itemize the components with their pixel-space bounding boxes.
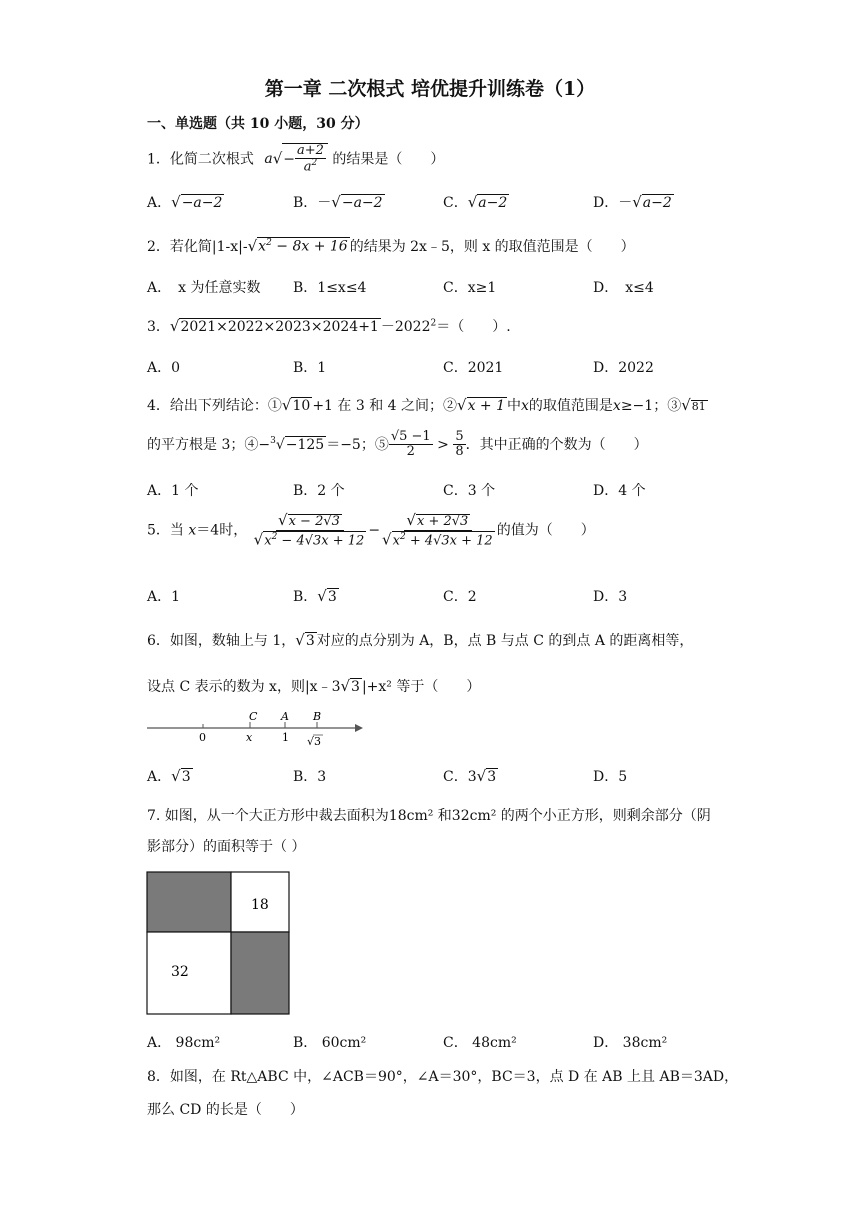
q7-option-a[interactable]: A． 98cm² [147,1035,221,1051]
point-b-label: B [313,710,322,723]
q6-option-b[interactable]: B．3 [293,769,327,785]
q1-option-b[interactable]: B．－√−a−2 [293,193,383,211]
q2-option-a[interactable]: A． x 为任意实数 [147,280,261,296]
q3-option-a[interactable]: A．0 [147,360,181,376]
q5-option-b[interactable]: B．√3 [293,587,337,605]
q4-option-c[interactable]: C．3 个 [443,483,496,499]
question-8-line-1: 8．如图，在 Rt△ABC 中，∠ACB＝90°，∠A＝30°，BC＝3，点 D 在 AB 上且 AB＝3AD， [147,1069,739,1085]
q1-option-c[interactable]: C．√a−2 [443,193,508,211]
q2-option-b[interactable]: B．1≤x≤4 [293,280,367,296]
q5-option-a[interactable]: A．1 [147,589,181,605]
question-6-line-1: 6．如图，数轴上与 1，√3 对应的点分别为 A，B，点 B 与点 C 的到点 A 的距离相等， [147,631,694,649]
large-square-label: 32 [171,964,189,980]
question-7-line-2: 影部分）的面积等于（ ） [147,839,306,855]
question-7-line-1: 7. 如图，从一个大正方形中裁去面积为18cm² 和32cm² 的两个小正方形，则剩余部分（阴 [147,808,711,824]
q4-option-b[interactable]: B．2 个 [293,483,345,499]
q3-option-c[interactable]: C．2021 [443,360,504,376]
q5-option-c[interactable]: C．2 [443,589,477,605]
sqrt3-label: √3 [307,735,322,748]
question-1-stem: 1．化简二次根式 a√− $\frac{a+2}{a^2}$ 的结果是（ ） [147,143,445,175]
small-square-label: 18 [251,897,269,913]
question-4-line-1: 4．给出下列结论：①√10 +1 在 3 和 4 之间；②√x + 1 中x的取值范围是x≥−1；③√81 [147,396,706,414]
q3-option-b[interactable]: B．1 [293,360,327,376]
q2-option-d[interactable]: D． x≤4 [593,280,654,296]
question-8-line-2: 那么 CD 的长是（ ） [147,1102,304,1118]
page-title: 第一章 二次根式 培优提升训练卷（1） [264,78,596,100]
q6-option-c[interactable]: C．3√3 [443,767,497,785]
x-label: x [246,731,253,744]
point-c-label: C [249,710,258,723]
q7-option-c[interactable]: C． 48cm² [443,1035,517,1051]
q1-option-a[interactable]: A．√−a−2 [147,193,223,211]
q7-option-b[interactable]: B． 60cm² [293,1035,367,1051]
q2-option-c[interactable]: C．x≥1 [443,280,497,296]
question-2-stem: 2．若化简$|1-x|-√x^2 - 8x + 16$ 的结果为 2x﹣5，则 x 的取值范围是（ ） [147,237,635,255]
squares-figure [146,871,292,1017]
q4-option-a[interactable]: A．1 个 [147,483,199,499]
q5-option-d[interactable]: D．3 [593,589,628,605]
question-3-stem: 3．$√2021\times 2022\times 2023\times 2024+1 -2022^2=$（ ）. [147,317,511,335]
q6-option-a[interactable]: A．√3 [147,767,191,785]
q1-option-d[interactable]: D．－√a−2 [593,193,672,211]
one-label: 1 [282,731,289,744]
question-4-line-2: 的平方根是 3；④−$^3$√−125 ＝−5；⑤ $\frac{√5 -1}{2}$ > $\frac{5}{8}$ ．其中正确的个数为（ ） [147,429,648,460]
q6-option-d[interactable]: D．5 [593,769,628,785]
q7-option-d[interactable]: D． 38cm² [593,1035,668,1051]
question-6-line-2: 设点 C 表示的数为 x，则|x﹣3√3 |+x² 等于（ ） [147,677,481,695]
question-5-stem: 5．当 x＝4时， $\frac{√x - 2√3}{√x^2 - 4√3x + 12}$ − $\frac{√x + 2√3}{√x^2 + 4√3x + 12}$ 的值为（ ） [147,511,595,549]
q3-option-d[interactable]: D．2022 [593,360,654,376]
zero-label: 0 [199,731,206,744]
point-a-label: A [281,710,289,723]
number-line-figure [145,708,365,750]
section-heading: 一、单选题（共 10 小题，30 分） [147,116,369,132]
q4-option-d[interactable]: D．4 个 [593,483,646,499]
